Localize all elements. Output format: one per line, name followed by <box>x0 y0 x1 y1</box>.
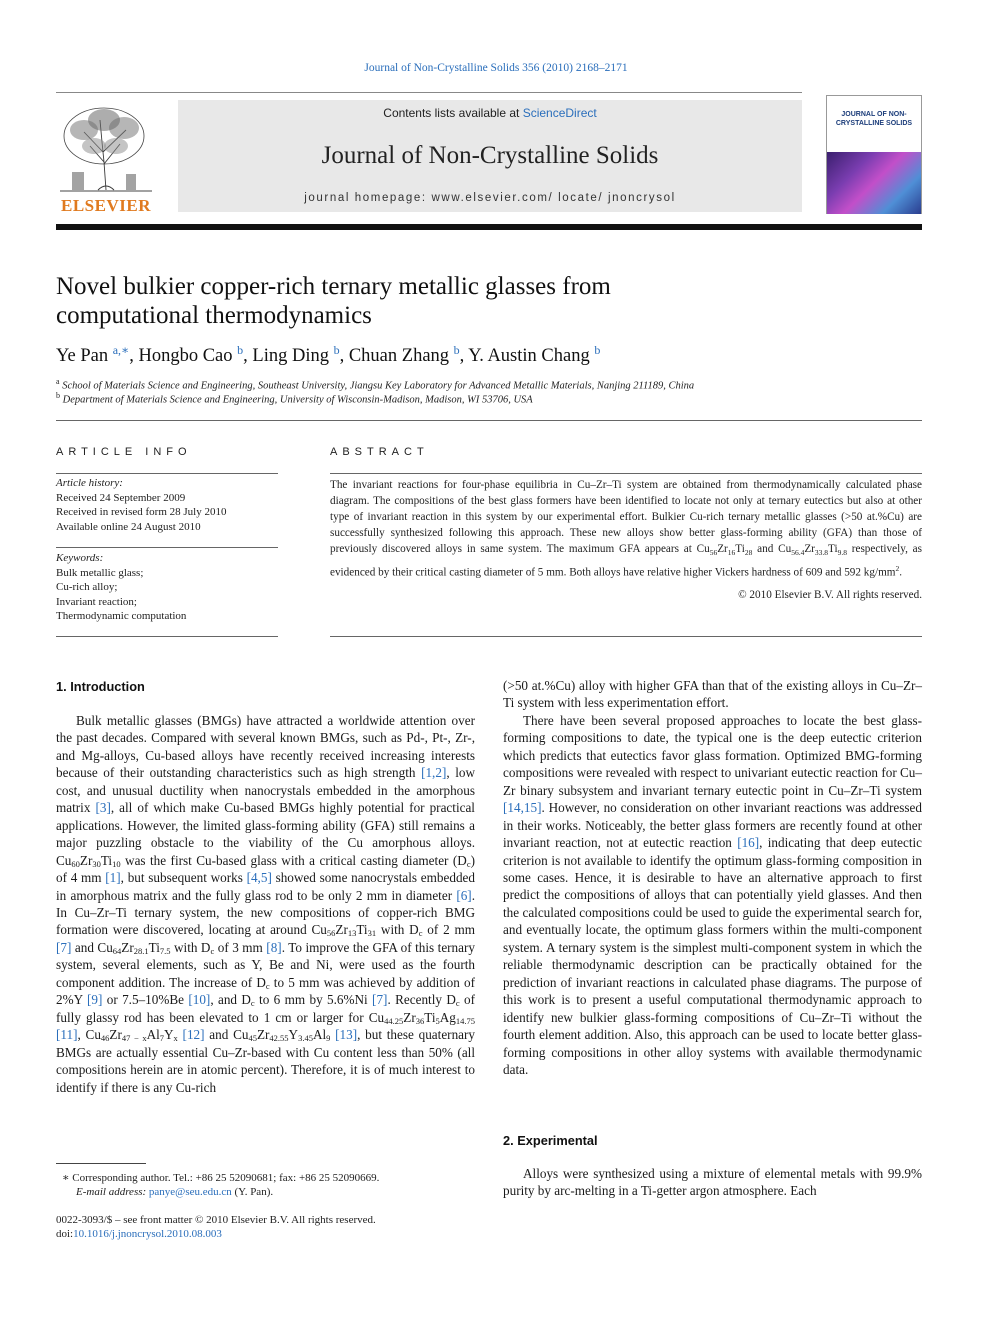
keyword: Cu-rich alloy; <box>56 581 118 594</box>
author-affiliation-marker[interactable]: a,∗ <box>112 343 130 357</box>
keyword: Bulk metallic glass; <box>56 566 144 579</box>
keyword: Invariant reaction; <box>56 595 137 608</box>
introduction-text-left: Bulk metallic glasses (BMGs) have attracted a worldwide attention over the past decades. Compared with several known BMGs, such as Pd-, Pt-, Zr-, and Mg-alloys, Cu-based alloys have recently received increasing interests because of their outstanding characteristics such as high strength [1,2], low cost, and unusual ductility when nanocrystals embedded in the amorphous matrix [3], all of which make Cu-based BMGs highly potential for practical applications. However, the limited glass-forming ability (GFA) still remains a major puzzling obstacle to the viability of the Cu amorphous alloys. $Cu_{60}Zr_{30}Ti_{10}$ was the first Cu-based glass with a critical casting diameter $(D_c)$ of 4 mm [1], but subsequent works [4,5] showed some nanocrystals embedded in amorphous matrix and the fully glass rod to be only 2 mm in diameter [6]. In Cu–Zr–Ti ternary system, the new compositions of copper-rich BMG formation were discovered, locating at around $Cu_{56}Zr_{13}Ti_{31}$ with $D_c$ of 2 mm [7] and $Cu_{64}Zr_{28.1}Ti_{7.5}$ with $D_c$ of 3 mm [8]. To improve the GFA of this ternary system, several elements, such as Y, Be and Ni, were used as the fourth component addition. The increase of $D_c$ to 5 mm was achieved by addition of 2%Y [9] or 7.5–10%Be [10], and $D_c$ to 6 mm by 5.6%Ni [7]. Recently $D_c$ of fully glassy rod has been elevated to 1 cm or larger for $Cu_{44.25}Zr_{36}Ti_5Ag_{14.75}$ [11], $Cu_{46}Zr_{47 - x}Al_7Y_x$ [12] and $Cu_{45}Zr_{42.55}Y_{3.45}Al_9$ [13], but these quaternary BMGs are actually essential Cu–Zr-based with Cu content less than 50% (all compositions herein are in atomic percent). Therefore, it is of much interest to identify if there is any Cu-rich <box>56 713 475 1095</box>
abstract-heading: ABSTRACT <box>330 446 429 458</box>
issn-line: 0022-3093/$ – see front matter © 2010 Elsevier B.V. All rights reserved. <box>56 1214 376 1226</box>
footnote-rule <box>56 1163 146 1164</box>
abstract-end-rule <box>330 636 922 637</box>
article-info-heading: ARTICLE INFO <box>56 446 192 458</box>
journal-cover-thumbnail <box>826 95 922 214</box>
email-suffix: (Y. Pan). <box>234 1186 274 1198</box>
corresponding-author-note: ∗ Corresponding author. Tel.: +86 25 52090681; fax: +86 25 52090669. <box>62 1172 380 1184</box>
experimental-heading: 2. Experimental <box>503 1133 598 1148</box>
journal-homepage[interactable]: journal homepage: www.elsevier.com/ locate/ jnoncrysol <box>304 192 676 204</box>
history-revised: Received in revised form 28 July 2010 <box>56 506 227 519</box>
journal-masthead <box>178 100 802 212</box>
article-info-end-rule <box>56 636 278 637</box>
article-history-label: Article history: <box>56 477 123 489</box>
email-link[interactable]: panye@seu.edu.cn <box>148 1186 232 1198</box>
sciencedirect-link[interactable]: ScienceDirect <box>522 106 597 120</box>
keywords <box>56 551 278 624</box>
affiliation-marker: a <box>56 377 60 386</box>
article-history <box>56 476 278 534</box>
author-name[interactable]: Ling Ding <box>252 346 329 367</box>
affiliation-marker: b <box>56 391 60 400</box>
email-label: E-mail address: <box>76 1186 147 1198</box>
doi-link[interactable]: 10.1016/j.jnoncrysol.2010.08.003 <box>73 1228 222 1240</box>
doi-label: doi: <box>56 1228 74 1240</box>
contents-prefix: Contents lists available at <box>383 106 523 120</box>
cover-title: JOURNAL OF NON-CRYSTALLINE SOLIDS <box>835 111 913 127</box>
keywords-divider <box>56 547 278 548</box>
journal-name: Journal of Non-Crystalline Solids <box>321 142 659 169</box>
masthead-rule <box>56 92 802 93</box>
keyword: Thermodynamic computation <box>56 610 187 623</box>
author-name[interactable]: Hongbo Cao <box>138 346 233 367</box>
author-affiliation-marker[interactable]: b <box>453 343 460 357</box>
introduction-heading: 1. Introduction <box>56 679 145 694</box>
history-online: Available online 24 August 2010 <box>56 520 201 533</box>
experimental-text: Alloys were synthesized using a mixture of elemental metals with 99.9% purity by arc-melting in a Ti-getter argon atmosphere. Each <box>503 1166 922 1199</box>
affiliation-divider <box>56 420 922 421</box>
keywords-label: Keywords: <box>56 552 104 564</box>
history-received: Received 24 September 2009 <box>56 491 186 504</box>
author-affiliation-marker[interactable]: b <box>594 343 601 357</box>
abstract-copyright: © 2010 Elsevier B.V. All rights reserved. <box>738 589 922 601</box>
author-list: Ye Pan $^{a,∗}$, Hongbo Cao $^b$, Ling Ding $^b$, Chuan Zhang $^b$, Y. Austin Chang $^b$ <box>56 343 601 367</box>
affiliation-text: School of Materials Science and Engineering, Southeast University, Jiangsu Key Laboratory for Advanced Metallic Materials, Nanjing 211189, China <box>62 380 695 392</box>
affiliation <box>56 391 922 406</box>
author-name[interactable]: Ye Pan <box>56 346 109 367</box>
corresponding-author-text: Corresponding author. Tel.: +86 25 52090681; fax: +86 25 52090669. <box>72 1172 380 1184</box>
cover-artwork <box>827 152 921 214</box>
author-name[interactable]: Chuan Zhang <box>348 346 450 367</box>
email-note <box>76 1186 506 1198</box>
affiliation <box>56 377 922 392</box>
publisher-wordmark: ELSEVIER <box>61 196 151 215</box>
abstract-divider <box>330 473 922 474</box>
contents-availability <box>178 106 802 120</box>
author-name[interactable]: Y. Austin Chang <box>468 346 590 367</box>
author-affiliation-marker[interactable]: b <box>237 343 244 357</box>
article-title: Novel bulkier copper-rich ternary metallic glasses from computational thermodynamics <box>56 273 611 329</box>
author-affiliation-marker[interactable]: b <box>333 343 340 357</box>
journal-citation-link[interactable]: Journal of Non-Crystalline Solids 356 (2010) 2168–2171 <box>364 62 628 74</box>
header-divider <box>56 224 922 230</box>
affiliation-text: Department of Materials Science and Engineering, University of Wisconsin-Madison, Madison, WI 53706, USA <box>62 394 533 406</box>
article-info-divider <box>56 473 278 474</box>
introduction-text-right: (>50 at.%Cu) alloy with higher GFA than that of the existing alloys in Cu–Zr–Ti system with less experimentation effort. There have been several proposed approaches to locate the best glass-forming compositions to date, the typical one is the deep eutectic criterion which predicts that eutectics favor glass formation. Optimized BMG-forming compositions were revealed with respect to univariant eutectic reaction for Cu–Zr binary subsystem and invariant ternary eutectic point in Cu–Zr–Ti system [14,15]. However, no consideration on other invariant reactions was addressed in their works. Noticeably, the better glass formers are recently found at other invariant reaction, not at eutectic reaction [16], indicating that deep eutectic criterion is not available to identify the optimum glass-forming composition in some cases. Hence, it is desirable to have an alternative approach to first predict the compositions of alloys that can potentially yield glasses. And then the calculated compositions could be used to guide the experimental search for, and eventually locate, the optimum glass formers within the multi-component system. A ternary system is the simplest multi-component system in which the reliable thermodynamic description can be practically obtained for the prediction of invariant reactions in calculated phase diagrams. The purpose of this work is to present a useful computational thermodynamic approach to identify new bulkier glass-forming compositions of Cu–Zr–Ti without the fourth element addition. Also, this approach can be used to locate better glass-forming compositions in other alloy systems with available thermodynamic data. <box>503 678 923 1077</box>
doi-line <box>56 1228 486 1240</box>
abstract-body: The invariant reactions for four-phase equilibria in Cu–Zr–Ti system are obtained from thermodynamically calculated phase diagram. The compositions of the best glass formers have been identified to locate not only at ternary eutectics but also at other type of invariant reaction in this system by our experimental effort. Bulkier Cu-rich ternary metallic glasses (>50 at.%Cu) are successfully synthesized following this approach. These new alloys show better glass-forming ability (GFA) than those of previously discovered alloys in same system. The maximum GFA appears at $Cu_{56}Zr_{16}Ti_{28}$ and $Cu_{56.4}Zr_{33.8}Ti_{9.8}$ respectively, as evidenced by their critical casting diameter of 5 mm. Both alloys have relative higher Vickers hardness of 609 and 592 $kg/mm^2$. <box>330 479 923 579</box>
